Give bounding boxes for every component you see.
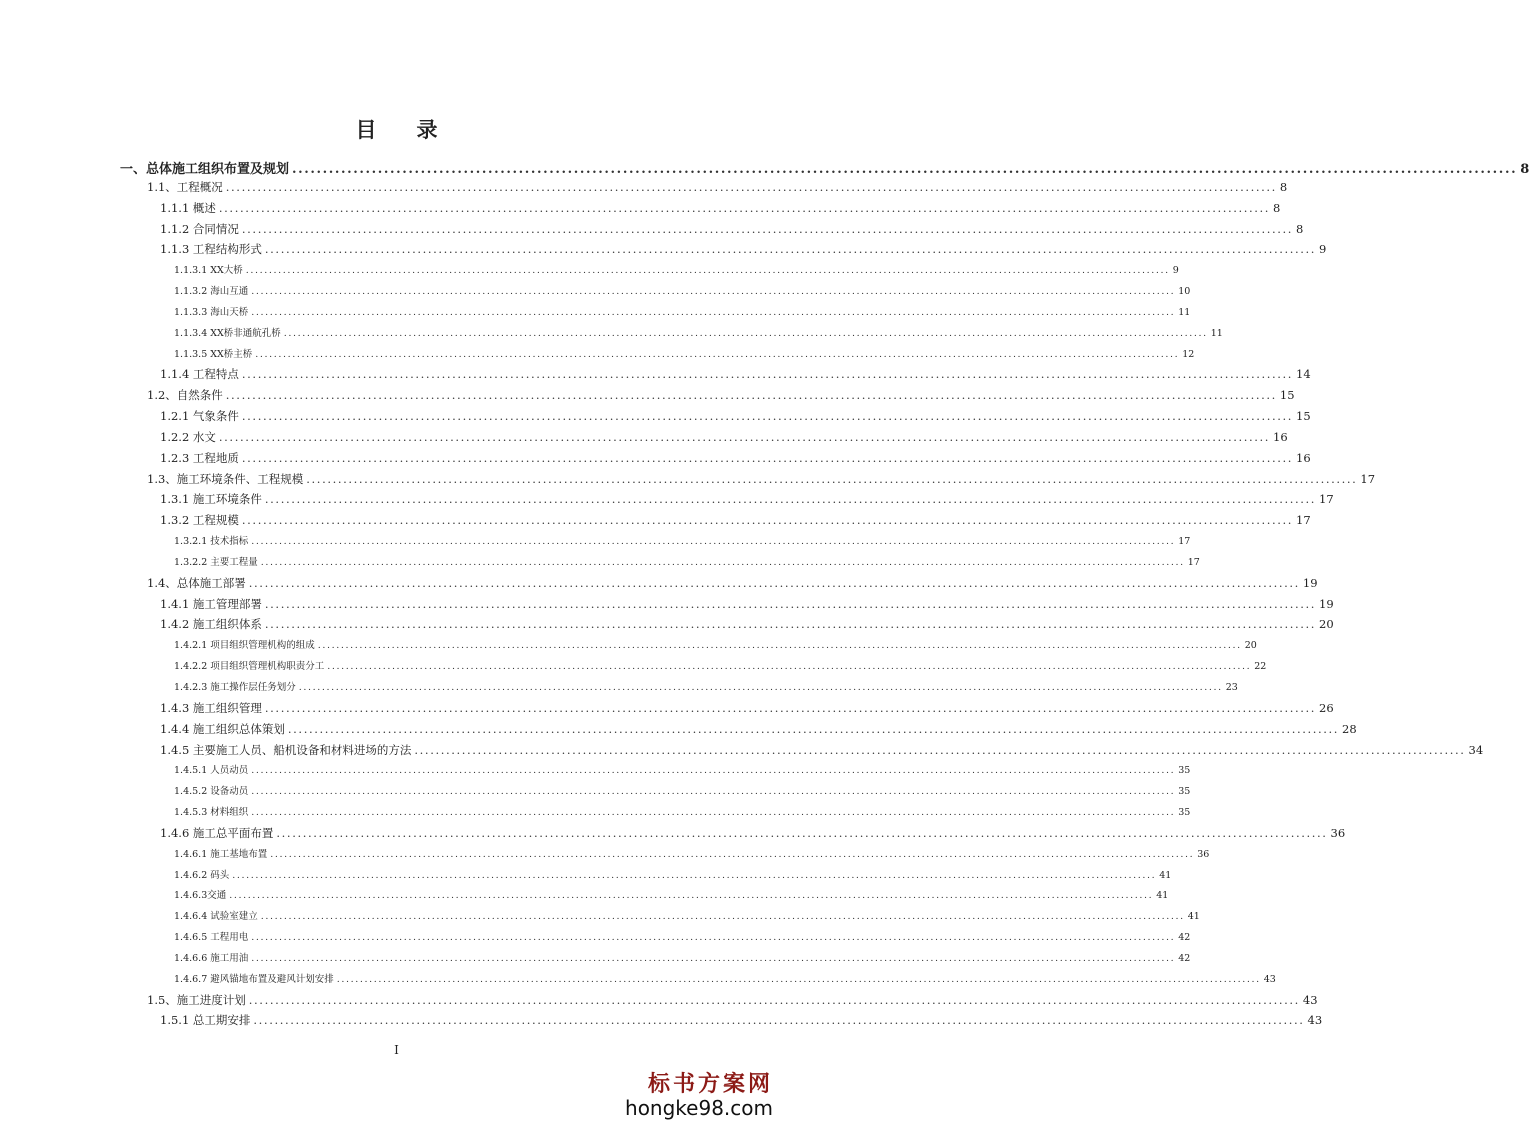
toc-entry-page: 19 [1302, 575, 1318, 590]
toc-leader-dots: ........................................................................................................................................................................................................ [255, 348, 1180, 360]
toc-leader-dots: ........................................................................................................................................................................................................ [260, 911, 1185, 923]
toc-entry[interactable] [174, 283, 1191, 298]
toc-entry-page: 17 [1187, 556, 1200, 568]
toc-entry[interactable] [160, 241, 1327, 257]
toc-entry-label: 1.4.6.6 施工用油 [174, 952, 249, 964]
toc-entry-page: 43 [1307, 1013, 1323, 1028]
toc-entry[interactable] [174, 554, 1200, 568]
page-number: I [394, 1043, 399, 1057]
toc-entry-label: 1.4.6.2 码头 [174, 869, 230, 881]
toc-leader-dots: ........................................................................................................................................................................................................ [276, 825, 1328, 840]
toc-entry[interactable] [160, 825, 1346, 841]
toc-entry-label: 1.4.1 施工管理部署 [160, 596, 262, 611]
toc-leader-dots: ........................................................................................................................................................................................................ [241, 221, 1294, 236]
toc-entry[interactable] [174, 325, 1223, 339]
toc-entry-page: 8 [1279, 179, 1288, 194]
toc-entry-label: 1.1.3.3 海山天桥 [174, 306, 249, 318]
toc-leader-dots: ........................................................................................................................................................................................................ [251, 786, 1176, 798]
toc-entry-label: 1.2、自然条件 [147, 388, 223, 403]
toc-entry[interactable] [174, 637, 1257, 652]
toc-entry-page: 28 [1342, 721, 1357, 736]
toc-entry-page: 35 [1178, 807, 1191, 819]
toc-leader-dots: ........................................................................................................................................................................................................ [218, 200, 1271, 215]
toc-entry-label: 1.4.4 施工组织总体策划 [160, 721, 285, 736]
toc-entry-page: 36 [1197, 848, 1210, 860]
toc-leader-dots: ........................................................................................................................................................................................................ [251, 807, 1176, 819]
watermark [625, 1067, 773, 1120]
toc-entry[interactable] [147, 387, 1295, 403]
toc-entry-page: 12 [1182, 348, 1195, 360]
toc-entry[interactable] [160, 512, 1311, 528]
toc-entry-page: 15 [1296, 409, 1311, 424]
toc-entry[interactable] [174, 950, 1191, 964]
toc-entry-label: 1.1.3.1 XX大桥 [174, 265, 243, 277]
toc-leader-dots: ........................................................................................................................................................................................................ [232, 869, 1157, 881]
toc-entry-page: 17 [1319, 492, 1334, 507]
toc-entry[interactable] [174, 846, 1210, 860]
toc-entry-label: 1.1.3.4 XX桥非通航孔桥 [174, 327, 281, 339]
toc-leader-dots: ........................................................................................................................................................................................................ [264, 492, 1317, 507]
toc-entry[interactable] [147, 179, 1288, 195]
toc-leader-dots: ........................................................................................................................................................................................................ [336, 973, 1261, 985]
toc-leader-dots: ........................................................................................................................................................................................................ [292, 162, 1518, 177]
toc-entry[interactable] [160, 408, 1311, 424]
toc-leader-dots: ........................................................................................................................................................................................................ [264, 242, 1317, 257]
toc-entry-page: 23 [1225, 682, 1238, 693]
toc-entry-label: 1.3.1 施工环境条件 [160, 492, 262, 507]
toc-entry[interactable] [174, 658, 1267, 673]
toc-entry[interactable] [160, 221, 1304, 237]
toc-entry-page: 17 [1178, 536, 1191, 548]
toc-entry-page: 34 [1468, 742, 1484, 757]
toc-entry[interactable] [174, 346, 1195, 360]
toc-entry[interactable] [160, 200, 1281, 216]
toc-entry[interactable] [160, 366, 1311, 382]
toc-entry[interactable] [160, 450, 1311, 466]
toc-entry-page: 20 [1319, 617, 1334, 632]
toc-entry-page: 35 [1178, 786, 1191, 798]
toc-entry-label: 1.4.5 主要施工人员、船机设备和材料进场的方法 [160, 742, 412, 757]
toc-leader-dots: ........................................................................................................................................................................................................ [241, 367, 1294, 382]
toc-entry-page: 8 [1273, 200, 1281, 215]
toc-entry-page: 8 [1296, 221, 1304, 236]
title-char-2: 录 [416, 117, 438, 142]
toc-leader-dots: ........................................................................................................................................................................................................ [317, 640, 1242, 652]
watermark-cn: 标书方案网 [647, 1072, 773, 1097]
toc-entry[interactable] [147, 992, 1318, 1008]
toc-entry-label: 1.1.1 概述 [160, 200, 216, 215]
toc-leader-dots: ........................................................................................................................................................................................................ [251, 765, 1176, 777]
toc-entry[interactable] [174, 262, 1179, 277]
toc-leader-dots: ........................................................................................................................................................................................................ [327, 661, 1252, 673]
toc-entry-page: 36 [1330, 825, 1346, 840]
toc-entry-label: 1.2.2 水文 [160, 429, 216, 444]
toc-entry-page: 41 [1159, 869, 1172, 881]
toc-entry[interactable] [160, 742, 1484, 758]
toc-entry-page: 41 [1187, 911, 1200, 923]
toc-entry-label: 1.3.2.1 技术指标 [174, 536, 249, 548]
toc-leader-dots: ........................................................................................................................................................................................................ [283, 327, 1208, 339]
toc-entry-page: 20 [1244, 640, 1257, 652]
toc-entry-label: 1.4.6 施工总平面布置 [160, 825, 274, 840]
toc-entry[interactable] [147, 471, 1376, 487]
toc-entry-page: 9 [1172, 265, 1179, 277]
toc-leader-dots: ........................................................................................................................................................................................................ [241, 409, 1294, 424]
toc-entry-page: 17 [1296, 513, 1311, 528]
toc-entry-label: 一、总体施工组织布置及规划 [120, 162, 290, 177]
toc-entry-page: 26 [1319, 700, 1334, 715]
toc-entry-page: 19 [1319, 596, 1334, 611]
toc-entry[interactable] [174, 867, 1172, 881]
toc-entry-page: 9 [1319, 242, 1327, 257]
toc-leader-dots: ........................................................................................................................................................................................................ [287, 721, 1340, 736]
toc-leader-dots: ........................................................................................................................................................................................................ [229, 890, 1154, 902]
toc-entry-label: 1.4.5.1 人员动员 [174, 765, 249, 777]
toc-entry-label: 1.4.6.5 工程用电 [174, 932, 249, 944]
toc-entry-label: 1.1.3.5 XX桥主桥 [174, 348, 253, 360]
toc-entry[interactable] [174, 929, 1191, 944]
toc-entry[interactable] [160, 491, 1334, 507]
toc-leader-dots: ........................................................................................................................................................................................................ [270, 848, 1195, 860]
toc-entry-label: 1.1.3 工程结构形式 [160, 242, 262, 257]
toc-entry[interactable] [120, 158, 1529, 177]
toc-entry[interactable] [160, 429, 1288, 445]
toc-leader-dots: ........................................................................................................................................................................................................ [251, 536, 1176, 548]
toc-entry-label: 1.5.1 总工期安排 [160, 1013, 251, 1028]
toc-entry-page: 10 [1178, 286, 1191, 298]
toc-leader-dots: ........................................................................................................................................................................................................ [264, 700, 1317, 715]
toc-leader-dots: ........................................................................................................................................................................................................ [414, 742, 1466, 757]
toc-entry[interactable] [174, 804, 1191, 819]
toc-entry[interactable] [160, 700, 1334, 716]
toc-leader-dots: ........................................................................................................................................................................................................ [225, 388, 1277, 403]
toc-entry-page: 42 [1178, 932, 1191, 944]
toc-entry-label: 1.4.2.2 项目组织管理机构职责分工 [174, 661, 325, 673]
toc-leader-dots: ........................................................................................................................................................................................................ [264, 617, 1317, 632]
toc-entry-page: 41 [1156, 890, 1169, 902]
toc-entry[interactable] [160, 596, 1334, 612]
toc-entry-label: 1.4.6.4 试验室建立 [174, 911, 258, 923]
toc-entry-label: 1.4.2 施工组织体系 [160, 617, 262, 632]
toc-entry[interactable] [174, 762, 1191, 777]
toc-entry-page: 43 [1263, 973, 1276, 985]
toc-entry-label: 1.3、施工环境条件、工程规模 [147, 471, 304, 486]
toc-entry-page: 16 [1296, 450, 1311, 465]
toc-leader-dots: ........................................................................................................................................................................................................ [298, 682, 1223, 693]
toc-leader-dots: ........................................................................................................................................................................................................ [251, 932, 1176, 944]
title-char-1: 目 [355, 117, 377, 142]
toc-entry-page: 42 [1178, 952, 1191, 964]
toc-entry[interactable] [174, 971, 1276, 985]
toc-title [0, 114, 793, 144]
toc-entry-page: 15 [1279, 388, 1295, 403]
toc-entry-label: 1.4.2.3 施工操作层任务划分 [174, 682, 296, 693]
toc-entry-label: 1.2.1 气象条件 [160, 409, 239, 424]
toc-leader-dots: ........................................................................................................................................................................................................ [225, 179, 1277, 194]
toc-leader-dots: ........................................................................................................................................................................................................ [251, 286, 1176, 298]
toc-entry-label: 1.4、总体施工部署 [147, 575, 246, 590]
toc-entry[interactable] [160, 616, 1334, 632]
toc-entry-page: 8 [1520, 162, 1529, 177]
toc-entry-page: 35 [1178, 765, 1191, 777]
toc-entry[interactable] [174, 783, 1191, 798]
toc-leader-dots: ........................................................................................................................................................................................................ [241, 513, 1294, 528]
toc-leader-dots: ........................................................................................................................................................................................................ [251, 306, 1176, 318]
toc-leader-dots: ........................................................................................................................................................................................................ [241, 450, 1294, 465]
toc-entry[interactable] [174, 533, 1191, 548]
toc-leader-dots: ........................................................................................................................................................................................................ [218, 429, 1271, 444]
toc-entry-label: 1.3.2 工程规模 [160, 513, 239, 528]
toc-entry-page: 11 [1178, 306, 1191, 318]
toc-leader-dots: ........................................................................................................................................................................................................ [251, 952, 1176, 964]
toc-entry[interactable] [174, 304, 1191, 318]
toc-entry[interactable] [160, 1012, 1323, 1028]
toc-entry[interactable] [174, 887, 1169, 902]
toc-entry-label: 1.5、施工进度计划 [147, 992, 246, 1007]
toc-entry[interactable] [160, 721, 1357, 737]
toc-entry-label: 1.1.2 合同情况 [160, 221, 239, 236]
toc-leader-dots: ........................................................................................................................................................................................................ [253, 1013, 1305, 1028]
toc-entry-page: 43 [1302, 992, 1318, 1007]
toc-entry-label: 1.4.3 施工组织管理 [160, 700, 262, 715]
toc-entry-label: 1.4.2.1 项目组织管理机构的组成 [174, 640, 315, 652]
toc-entry-label: 1.1、工程概况 [147, 179, 223, 194]
toc-entry-label: 1.4.5.3 材料组织 [174, 807, 249, 819]
toc-entry-label: 1.4.6.7 避风锚地布置及避风计划安排 [174, 973, 334, 985]
watermark-en: hongke98.com [625, 1096, 773, 1120]
toc-entry-label: 1.1.3.2 海山互通 [174, 286, 249, 298]
toc-leader-dots: ........................................................................................................................................................................................................ [248, 575, 1300, 590]
toc-entry-page: 16 [1273, 429, 1288, 444]
toc-entry[interactable] [174, 679, 1238, 693]
toc-leader-dots: ........................................................................................................................................................................................................ [245, 265, 1170, 277]
toc-entry-page: 17 [1360, 471, 1376, 486]
toc-entry-label: 1.4.6.1 施工基地布置 [174, 848, 268, 860]
toc-entry-page: 22 [1254, 661, 1267, 673]
toc-entry-label: 1.1.4 工程特点 [160, 367, 239, 382]
toc-leader-dots: ........................................................................................................................................................................................................ [260, 556, 1185, 568]
toc-entry[interactable] [174, 908, 1200, 923]
toc-entry[interactable] [147, 575, 1318, 591]
toc-entry-label: 1.4.6.3交通 [174, 890, 227, 902]
toc-entry-label: 1.4.5.2 设备动员 [174, 786, 249, 798]
toc-leader-dots: ........................................................................................................................................................................................................ [306, 471, 1358, 486]
toc-entry-page: 14 [1296, 367, 1311, 382]
toc-entry-label: 1.3.2.2 主要工程量 [174, 556, 258, 568]
toc-entry-label: 1.2.3 工程地质 [160, 450, 239, 465]
toc-entry-page: 11 [1210, 327, 1223, 339]
toc-leader-dots: ........................................................................................................................................................................................................ [248, 992, 1300, 1007]
toc-leader-dots: ........................................................................................................................................................................................................ [264, 596, 1317, 611]
